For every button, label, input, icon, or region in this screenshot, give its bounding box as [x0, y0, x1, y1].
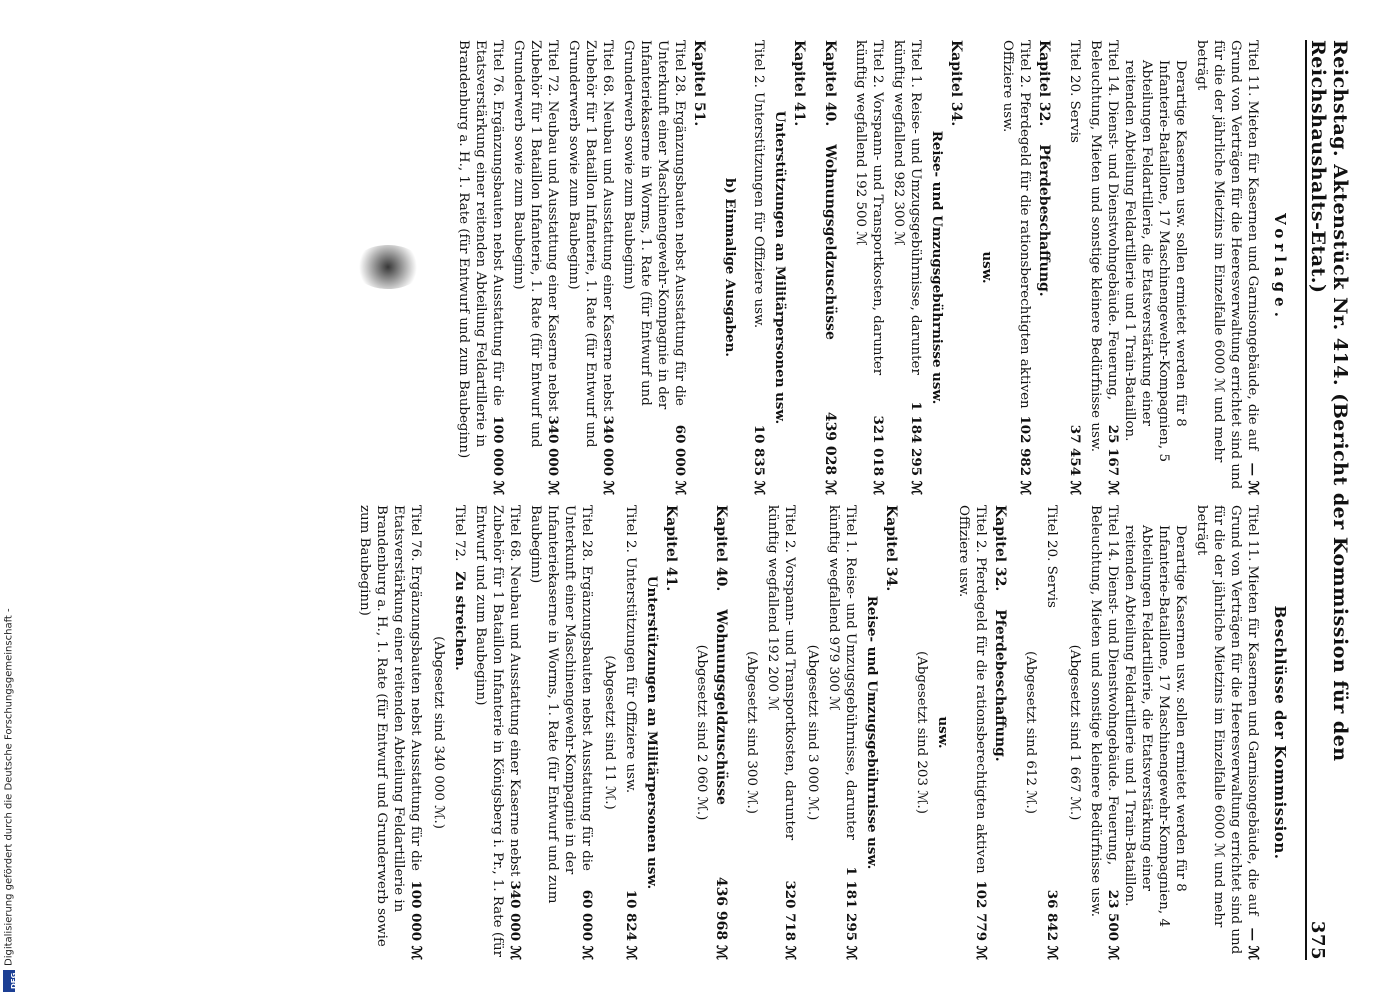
left-kap41-heading: [790, 40, 807, 495]
left-kap51-titel76-text: Ergänzungsbauten nebst Ausstattung für die Etatsverstärkung einer reitenden Abteilung Feldartillerie in Brandenburg a. H., 1. Rate (für Entwurf und zum Baubeginn): [456, 40, 505, 459]
left-titel20: [1066, 40, 1083, 495]
right-kap34-titel2-text: Vorspann- und Transportkosten, darunter künftig wegfallend 192 200 ℳ: [765, 505, 797, 841]
right-titel20-text: Servis: [1044, 565, 1059, 608]
left-kap34-titel1-amount: 1 184 295 ℳ: [908, 401, 924, 495]
left-titel20-amount: 37 454 ℳ: [1067, 424, 1083, 495]
right-kap51-titel28: [527, 505, 595, 960]
left-titel11-sub: Derartige Kasernen usw. sollen ermietet werden für 8 Infanterie-Bataillone, 17 Maschinengewehr-Kompagnien, 5 Abteilungen Feldartillerie, die Etatsverstärkung einer reitenden Abteilung Feldartillerie und 1 Train-Bataillon.: [1122, 60, 1188, 462]
dfg-logo: DFG: [3, 970, 15, 992]
left-titel11: [1193, 40, 1261, 495]
right-kap34-titel1-amount: 1 181 295 ℳ: [843, 866, 859, 960]
left-kap41-titel2-amount: 10 835 ℳ: [751, 424, 767, 495]
left-kap51-titel68: [565, 40, 616, 495]
right-titel20-amount: 36 842 ℳ: [1044, 889, 1060, 960]
right-titel14-text: Dienst- und Dienstwohngebäude. Feuerung, Beleuchtung, Mieten und sonstige kleinere Bedürfnisse usw.: [1088, 505, 1120, 917]
section-einmalige-ausgaben: b) Einmalige Ausgaben.: [722, 178, 738, 357]
right-titel14-note: (Abgesetzt sind 1 667 ℳ.): [1067, 644, 1082, 821]
left-kap51-titel68-text: Neubau und Ausstattung einer Kaserne nebst Zubehör für 1 Bataillon Infanterie, 1. Rate (für Entwurf und Grunderwerb sowie zum Baubeginn): [566, 40, 615, 448]
right-kap34-t2-note: (Abgesetzt sind 300 ℳ.): [744, 650, 759, 815]
right-column: [18, 505, 1288, 960]
left-kap32-titel2-amount: 102 982 ℳ: [1017, 415, 1033, 495]
left-kap32-titel2-text: Pferdegeld für die rationsberechtigten aktiven Offiziere usw.: [1000, 40, 1032, 409]
right-kap34-titel2: [764, 505, 798, 960]
left-title: Vorlage.: [1271, 213, 1289, 322]
left-kap32-label: Kapitel 32.: [1036, 40, 1052, 127]
right-kap32-titel2: [955, 505, 989, 960]
right-kap34-heading: [882, 505, 899, 960]
right-kap51-titel76: [356, 505, 424, 960]
right-titel11-amount: — ℳ: [1245, 927, 1261, 960]
left-kap51-titel72-text: Neubau und Ausstattung einer Kaserne nebst Zubehör für 1 Bataillon Infanterie, 1. Rate (für Entwurf und Grunderwerb sowie zum Baubeginn): [511, 40, 560, 448]
right-kap51-titel68-text: Neubau und Ausstattung einer Kaserne nebst Zubehör für 1 Bataillon Infanterie in Königsberg i. Pr., 1. Rate (für Entwurf und zum Baubeginn): [473, 505, 522, 958]
left-kap34-titel2-text: Vorspann- und Transportkosten, darunter künftig wegfallend 192 500 ℳ: [853, 40, 885, 376]
footer-text: Digitalisierung gefördert durch die Deutsche Forschungsgemeinschaft -: [3, 608, 15, 966]
right-kap34-titel1-text: Reise- und Umzugsgebührnisse, darunter künftig wegfallend 979 300 ℳ: [826, 505, 858, 840]
left-kap51-titel28: [620, 40, 688, 495]
right-kap40: [712, 505, 729, 960]
right-kap51-titel76-label: Titel 76.: [408, 505, 423, 562]
right-kap51-titel76-text: Ergänzungsbauten nebst Ausstattung für die Etatsverstärkung einer reitenden Abteilung Feldartillerie in Brandenburg a. H., 1. Rate (für Entwurf und Grunderwerb sowie zum Baubeginn): [357, 505, 423, 947]
left-kap34-titel2-amount: 321 018 ℳ: [870, 415, 886, 495]
left-kap34-titel1-label: Titel 1.: [908, 40, 923, 88]
left-kap34-titel1: [890, 40, 924, 495]
right-kap41-label: Kapitel 41.: [663, 505, 679, 592]
right-kap34-titel1-label: Titel 1.: [843, 505, 858, 553]
left-titel20-text: Servis: [1067, 100, 1082, 143]
right-titel11: [1193, 505, 1261, 960]
right-kap51-titel76-amount: 100 000 ℳ: [408, 880, 424, 960]
left-kap34-heading: [947, 40, 964, 495]
right-kap51-titel72-text: Zu streichen.: [452, 571, 468, 671]
left-kap41-titel2: [750, 40, 767, 495]
right-kap51-titel28-amount: 60 000 ℳ: [579, 889, 595, 960]
right-kap41-titel2-text: Unterstützungen für Offiziere usw.: [623, 557, 638, 794]
right-kap51-titel72-note: (Abgesetzt sind 340 000 ℳ.): [431, 636, 446, 829]
right-kap32-label: Kapitel 32.: [992, 505, 1008, 592]
right-kap32-note: (Abgesetzt sind 203 ℳ.): [914, 650, 929, 815]
right-kap34-titel2-label: Titel 2.: [782, 505, 797, 553]
page-number: 375: [1307, 920, 1328, 960]
right-kap41-heading: [662, 505, 679, 960]
left-kap51-titel76: [455, 40, 506, 495]
left-kap51-titel68-amount: 340 000 ℳ: [600, 415, 616, 495]
left-titel14-text: Dienst- und Dienstwohngebäude. Feuerung, Beleuchtung, Mieten und sonstige kleinere Bedürfnisse usw.: [1088, 40, 1120, 452]
right-titel14-amount: 23 500 ℳ: [1105, 889, 1121, 960]
left-kap51-titel28-text: Ergänzungsbauten nebst Ausstattung für die Unterkunft einer Maschinengewehr-Kompagnie in der Infanteriekaserne in Worms, 1. Rate (für Entwurf und Grunderwerb sowie zum Baubeginn): [621, 40, 687, 410]
right-titel11-sub: Derartige Kasernen usw. sollen ermietet werden für 8 Infanterie-Bataillone, 17 Maschinengewehr-Kompagnien, 4 Abteilungen Feldartillerie, die Etatsverstärkung einer reitenden Abteilung Feldartillerie und 1 Train-Bataillon.: [1122, 525, 1188, 927]
left-kap32-heading: [1035, 40, 1052, 495]
left-kap40-text: Wohnungsgeldzuschüsse: [822, 144, 838, 340]
left-kap32-titel2: [999, 40, 1033, 495]
right-kap51-titel72-label: Titel 72.: [452, 505, 467, 562]
right-kap40-label: Kapitel 40.: [713, 505, 729, 592]
right-kap51-titel72: [451, 505, 468, 960]
left-kap51-titel68-label: Titel 68.: [600, 40, 615, 97]
right-kap51-titel68: [472, 505, 523, 960]
left-kap32-after: usw.: [979, 251, 995, 284]
right-titel20-note: (Abgesetzt sind 612 ℳ.): [1023, 650, 1038, 815]
left-kap32-titel2-label: Titel 2.: [1017, 40, 1032, 88]
right-kap34-t1-note: (Abgesetzt sind 3 000 ℳ.): [805, 644, 820, 821]
right-kap40-text: Wohnungsgeldzuschüsse: [713, 609, 729, 805]
left-kap41-title: Unterstützungen an Militärpersonen usw.: [772, 110, 788, 425]
left-kap34-label: Kapitel 34.: [948, 40, 964, 127]
right-kap51-titel68-label: Titel 68.: [507, 505, 522, 562]
right-kap51-titel28-label: Titel 28.: [579, 505, 594, 562]
left-kap51-titel28-amount: 60 000 ℳ: [672, 424, 688, 495]
footer-credit: [2, 602, 16, 992]
left-kap32-title: Pferdebeschaffung.: [1036, 144, 1052, 297]
right-kap34-titel1: [825, 505, 859, 960]
ink-smudge: [353, 245, 423, 289]
right-kap32-heading: [991, 505, 1008, 960]
right-kap41-note: (Abgesetzt sind 11 ℳ.): [602, 655, 617, 810]
left-kap41-label: Kapitel 41.: [791, 40, 807, 127]
left-kap40-label: Kapitel 40.: [822, 40, 838, 127]
left-kap51-titel28-label: Titel 28.: [672, 40, 687, 97]
right-kap41-titel2-label: Titel 2.: [623, 505, 638, 553]
left-titel14-amount: 25 167 ℳ: [1105, 424, 1121, 495]
right-kap51-titel28-text: Ergänzungsbauten nebst Ausstattung für die Unterkunft einer Maschinengewehr-Kompagnie in der Infanteriekaserne in Worms, 1. Rate (für Entwurf und zum Baubeginn): [528, 505, 594, 904]
right-titel14: [1087, 505, 1121, 960]
left-kap51-titel72: [510, 40, 561, 495]
left-kap34-titel2-label: Titel 2.: [870, 40, 885, 88]
left-kap40: [821, 40, 838, 495]
right-titel20-label: Titel 20.: [1044, 505, 1059, 562]
right-title: Beschlüsse der Kommission.: [1271, 605, 1289, 860]
left-kap34-titel1-text: Reise- und Umzugsgebührnisse, darunter künftig wegfallend 982 300 ℳ: [891, 40, 923, 375]
left-kap51-titel76-label: Titel 76.: [490, 40, 505, 97]
left-titel14: [1087, 40, 1121, 495]
right-kap32-titel2-text: Pferdegeld für die rationsberechtigten aktiven Offiziere usw.: [956, 505, 988, 874]
right-kap40-note: (Abgesetzt sind 2 060 ℳ.): [694, 644, 709, 821]
left-kap34-title: Reise- und Umzugsgebührnisse usw.: [929, 130, 945, 405]
right-titel11-text: Mieten für Kasernen und Garnisongebäude, die auf Grund von Verträgen für die Heeresverwaltung errichtet sind und für die der jährliche Mietzins im Einzelfalle 6000 ℳ und mehr beträgt: [1194, 505, 1260, 955]
right-kap34-label: Kapitel 34.: [883, 505, 899, 592]
left-titel11-text: Mieten für Kasernen und Garnisongebäude, die auf Grund von Verträgen für die Heeresverwaltung errichtet sind und für die der jährliche Mietzins im Einzelfalle 6000 ℳ und mehr beträgt: [1194, 40, 1260, 490]
right-titel11-label: Titel 11.: [1245, 505, 1260, 562]
left-titel14-label: Titel 14.: [1105, 40, 1120, 97]
left-kap41-titel2-text: Unterstützungen für Offiziere usw.: [751, 92, 766, 329]
left-kap34-titel2: [852, 40, 886, 495]
header-title: Reichstag. Aktenstück Nr. 414. (Bericht der Kommission für den Reichshaushalts-Etat.): [1307, 40, 1351, 762]
left-kap40-amount: 439 028 ℳ: [822, 411, 838, 495]
left-kap51-label: Kapitel 51.: [691, 40, 707, 127]
right-kap51-titel68-amount: 340 000 ℳ: [507, 880, 523, 960]
right-kap32-titel2-label: Titel 2.: [973, 505, 988, 553]
right-kap34-titel2-amount: 320 718 ℳ: [782, 880, 798, 960]
left-column: [18, 40, 1288, 495]
left-titel11-amount: — ℳ: [1245, 462, 1261, 495]
right-titel14-label: Titel 14.: [1105, 505, 1120, 562]
right-kap32-title: Pferdebeschaffung.: [992, 609, 1008, 762]
right-kap34-title: Reise- und Umzugsgebührnisse usw.: [864, 595, 880, 870]
left-titel11-label: Titel 11.: [1245, 40, 1260, 97]
right-titel20: [1043, 505, 1060, 960]
right-kap32-titel2-amount: 102 779 ℳ: [973, 880, 989, 960]
page-header: [1305, 40, 1351, 960]
left-kap51-titel72-amount: 340 000 ℳ: [545, 415, 561, 495]
left-titel20-label: Titel 20.: [1067, 40, 1082, 97]
right-kap40-amount: 436 968 ℳ: [713, 876, 729, 960]
right-kap41-title: Unterstützungen an Militärpersonen usw.: [644, 575, 660, 890]
left-kap51-titel72-label: Titel 72.: [545, 40, 560, 97]
right-kap41-titel2-amount: 10 824 ℳ: [623, 889, 639, 960]
left-kap51-titel76-amount: 100 000 ℳ: [490, 415, 506, 495]
right-kap41-titel2: [622, 505, 639, 960]
left-kap41-titel2-label: Titel 2.: [751, 40, 766, 88]
right-kap32-after: usw.: [935, 716, 951, 749]
